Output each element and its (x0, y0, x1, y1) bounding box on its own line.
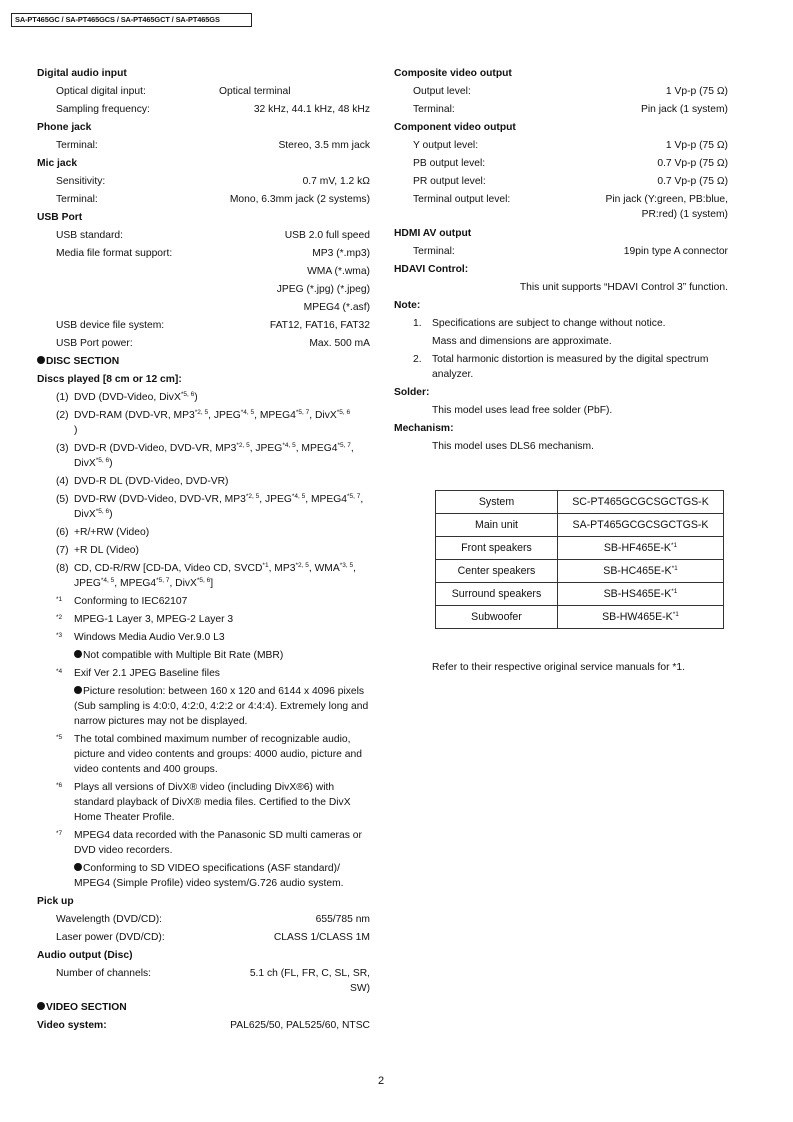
digital-audio-heading: Digital audio input (37, 68, 127, 79)
spec-row (394, 156, 728, 174)
table-cell-value: SA-PT465GCGCSGCTGS-K (558, 514, 724, 537)
spec-value: JPEG (*.jpg) (*.jpeg) (276, 284, 370, 295)
spec-label: Terminal: (56, 140, 98, 151)
footnote: *7 MPEG4 data recorded with the Panasonic SD multi cameras or DVD video recorders. (56, 830, 362, 856)
usb-heading: USB Port (37, 212, 83, 223)
spec-row (37, 192, 370, 210)
spec-row (37, 930, 370, 948)
hdavi-heading: HDAVI Control: (394, 264, 469, 275)
video-section-heading: VIDEO SECTION (37, 1000, 370, 1018)
spec-label: Terminal: (56, 194, 98, 205)
right-column (394, 66, 728, 457)
spec-value: 5.1 ch (FL, FR, C, SL, SR, SW) (249, 968, 370, 994)
disc-item: (5) DVD-RW (DVD-Video, DVD-VR, MP3$^{*2, 5}$, JPEG$^{*4, 5}$, MPEG4$^{*5, 7}$, DivX$^{*5, 6}$) (56, 493, 364, 520)
spec-label: Terminal: (413, 104, 455, 115)
spec-label: Output level: (413, 86, 471, 97)
spec-value: 32 kHz, 44.1 kHz, 48 kHz (253, 104, 370, 115)
spec-value: MP3 (*.mp3) (312, 248, 370, 259)
discs-played-heading: Discs played [8 cm or 12 cm]: (37, 374, 182, 385)
table-cell-value: $SB-HS465E-K^{*1}$ (558, 583, 724, 606)
bullet-icon (37, 356, 45, 364)
spec-row (394, 192, 728, 226)
disc-item: (3) DVD-R (DVD-Video, DVD-VR, MP3$^{*2, 5}$, JPEG$^{*4, 5}$, MPEG4$^{*5, 7}$, DivX$^{*5, 6}$) (56, 442, 354, 469)
spec-label: Wavelength (DVD/CD): (56, 914, 163, 925)
spec-value: FAT12, FAT16, FAT32 (269, 320, 370, 331)
spec-label: USB device file system: (56, 320, 165, 331)
component-heading: Component video output (394, 122, 516, 133)
table-cell-label: System (436, 491, 558, 514)
footnote: *3 Windows Media Audio Ver.9.0 L3 (56, 632, 225, 643)
mic-jack-heading: Mic jack (37, 158, 78, 169)
note-item: 1. Specifications are subject to change without notice. (413, 318, 666, 329)
bullet-icon (74, 863, 82, 871)
spec-row (37, 336, 370, 354)
spec-label: Optical digital input: (56, 86, 146, 97)
spec-label: PB output level: (413, 158, 486, 169)
disc-item: (4) DVD-R DL (DVD-Video, DVD-VR) (56, 476, 229, 487)
spec-label: USB standard: (56, 230, 123, 241)
table-cell-value: SC-PT465GCGCSGCTGS-K (558, 491, 724, 514)
hdmi-heading: HDMI AV output (394, 228, 472, 239)
spec-row (37, 174, 370, 192)
model-header: SA-PT465GC / SA-PT465GCS / SA-PT465GCT / SA-PT465GS (11, 13, 252, 27)
spec-value: Stereo, 3.5 mm jack (278, 140, 370, 151)
spec-label: PR output level: (413, 176, 486, 187)
table-cell-value: $SB-HF465E-K^{*1}$ (558, 537, 724, 560)
table-cell-value: $SB-HC465E-K^{*1}$ (558, 560, 724, 583)
audio-output-heading: Audio output (Disc) (37, 950, 133, 961)
spec-row (37, 102, 370, 120)
spec-row (37, 318, 370, 336)
disc-item: (7) +R DL (Video) (56, 545, 139, 556)
table-row (436, 606, 724, 629)
table-row (436, 514, 724, 537)
spec-value: Pin jack (Y:green, PB:blue, PR:red) (1 system) (605, 194, 728, 220)
spec-value: USB 2.0 full speed (284, 230, 370, 241)
spec-label: Terminal output level: (413, 194, 511, 205)
footnote-bullet: Not compatible with Multiple Bit Rate (MBR) (37, 648, 370, 663)
disc-item: (8) CD, CD-R/RW [CD-DA, Video CD, SVCD$^{*1}$, MP3$^{*2, 5}$, WMA$^{*3, 5}$, JPEG$^{*4, 5}$, MPEG4$^{*5, 7}$, DivX$^{*5, 6}$] (56, 562, 356, 589)
page-number: 2 (378, 1075, 385, 1087)
spec-label: Sensitivity: (56, 176, 106, 187)
spec-row (394, 138, 728, 156)
bullet-icon (74, 650, 82, 658)
footnote: *4 Exif Ver 2.1 JPEG Baseline files (56, 668, 220, 679)
table-cell-label: Main unit (436, 514, 558, 537)
spec-value: WMA (*.wma) (307, 266, 370, 277)
spec-value: 19pin type A connector (623, 246, 728, 257)
spec-value: 0.7 Vp-p (75 Ω) (657, 176, 728, 187)
spec-row (37, 84, 370, 102)
disc-item: (6) +R/+RW (Video) (56, 527, 150, 538)
spec-row (394, 102, 728, 120)
spec-row (37, 1018, 370, 1036)
spec-value: Mono, 6.3mm jack (2 systems) (229, 194, 370, 205)
spec-row (37, 246, 370, 264)
solder-heading: Solder: (394, 387, 430, 398)
model-table (435, 490, 724, 629)
spec-value: Max. 500 mA (309, 338, 370, 349)
spec-row (37, 138, 370, 156)
spec-row (37, 966, 370, 1000)
spec-label: Video system: (37, 1020, 107, 1031)
table-cell-label: Subwoofer (436, 606, 558, 629)
spec-label: Y output level: (413, 140, 479, 151)
table-cell-label: Surround speakers (436, 583, 558, 606)
spec-value: MPEG4 (*.asf) (303, 302, 370, 313)
mechanism-text: This model uses DLS6 mechanism. (432, 441, 594, 452)
disc-item: (1) DVD (DVD-Video, DivX$^{*5, 6}$) (56, 391, 198, 403)
bullet-icon (37, 1002, 45, 1010)
spec-label: Number of channels: (56, 968, 152, 979)
spec-value: Pin jack (1 system) (641, 104, 728, 115)
spec-value: PAL625/50, PAL525/60, NTSC (230, 1020, 370, 1031)
table-row (436, 560, 724, 583)
spec-row (394, 174, 728, 192)
footnote-bullet: Picture resolution: between 160 x 120 and 6144 x 4096 pixels (Sub sampling is 4:0:0, 4:2:0, 4:2:2 or 4:4:4). Extremely long and narrow pictures may not be displayed. (74, 686, 369, 727)
spec-label: Media file format support: (56, 248, 173, 259)
note-heading: Note: (394, 300, 421, 311)
spec-value: Optical terminal (219, 86, 291, 97)
spec-label: Laser power (DVD/CD): (56, 932, 165, 943)
composite-heading: Composite video output (394, 68, 512, 79)
table-cell-label: Front speakers (436, 537, 558, 560)
disc-item: (2) DVD-RAM (DVD-VR, MP3$^{*2, 5}$, JPEG$^{*4, 5}$, MPEG4$^{*5, 7}$, DivX$^{*5, 6}$ ) (56, 409, 351, 436)
spec-value: 655/785 nm (315, 914, 370, 925)
note-item: 2. Total harmonic distortion is measured by the digital spectrum analyzer. (413, 354, 709, 380)
hdavi-text: This unit supports “HDAVI Control 3” function. (519, 282, 728, 293)
footnote: *2 MPEG-1 Layer 3, MPEG-2 Layer 3 (56, 614, 234, 625)
spec-row (394, 244, 728, 262)
note-item-continued: Mass and dimensions are approximate. (432, 336, 612, 347)
solder-text: This model uses lead free solder (PbF). (432, 405, 613, 416)
refer-note: Refer to their respective original service manuals for *1. (432, 662, 685, 673)
pickup-heading: Pick up (37, 896, 74, 907)
spec-row (37, 228, 370, 246)
spec-value: 1 Vp-p (75 Ω) (665, 86, 728, 97)
spec-label: USB Port power: (56, 338, 133, 349)
table-row (436, 537, 724, 560)
mechanism-heading: Mechanism: (394, 423, 454, 434)
table-row (436, 583, 724, 606)
phone-jack-heading: Phone jack (37, 122, 92, 133)
disc-section-heading: DISC SECTION (37, 354, 370, 372)
table-cell-label: Center speakers (436, 560, 558, 583)
spec-value: CLASS 1/CLASS 1M (273, 932, 370, 943)
bullet-icon (74, 686, 82, 694)
spec-label: Sampling frequency: (56, 104, 150, 115)
footnote-bullet: Conforming to SD VIDEO specifications (ASF standard)/ MPEG4 (Simple Profile) video system/G.726 audio system. (74, 863, 344, 889)
footnote: *1 Conforming to IEC62107 (56, 596, 188, 607)
spec-value: 0.7 mV, 1.2 kΩ (302, 176, 370, 187)
spec-row (394, 84, 728, 102)
footnote: *5 The total combined maximum number of recognizable audio, picture and video contents and groups: 4000 audio, picture and video contents and 400 groups. (56, 734, 362, 775)
spec-label: Terminal: (413, 246, 455, 257)
table-row (436, 491, 724, 514)
left-column (37, 66, 370, 1036)
spec-row (37, 912, 370, 930)
spec-value: 0.7 Vp-p (75 Ω) (657, 158, 728, 169)
footnote: *6 Plays all versions of DivX® video (including DivX®6) with standard playback of DivX® media files. Certified to the DivX Home Theater Profile. (56, 782, 351, 823)
spec-value: 1 Vp-p (75 Ω) (665, 140, 728, 151)
table-cell-value: $SB-HW465E-K^{*1}$ (558, 606, 724, 629)
